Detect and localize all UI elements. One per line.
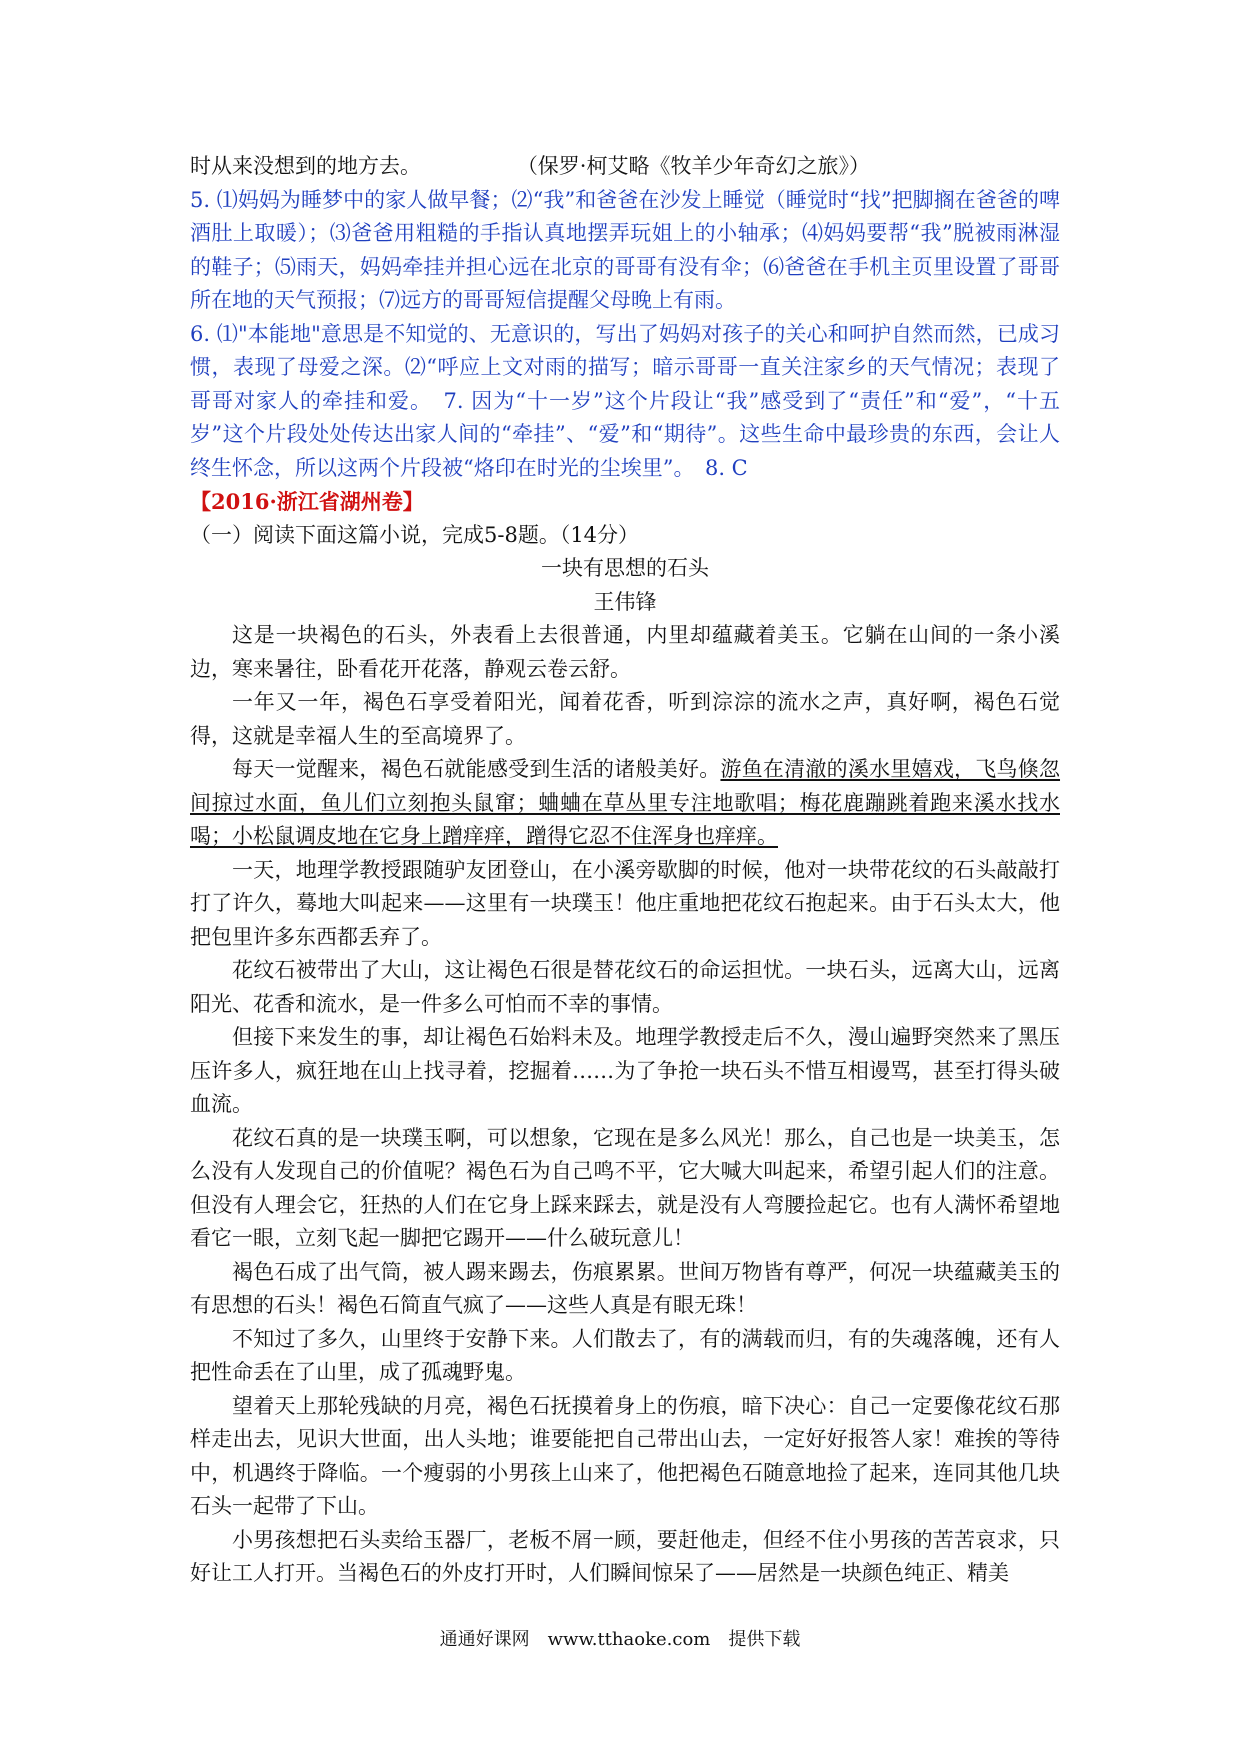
section-header: 【2016·浙江省湖州卷】: [190, 489, 424, 514]
story-paragraph-1: 这是一块褐色的石头，外表看上去很普通，内里却蕴藏着美玉。它躺在山间的一条小溪边，寒来暑往，卧看花开花落，静观云卷云舒。: [190, 623, 1060, 681]
story-paragraph-4: 一天，地理学教授跟随驴友团登山，在小溪旁歇脚的时候，他对一块带花纹的石头敲敲打打了许久，蓦地大叫起来——这里有一块璞玉！他庄重地把花纹石抱起来。由于石头太大，他把包里许多东西都丢弃了。: [190, 857, 1060, 949]
story-author: 王伟锋: [593, 589, 657, 614]
source-line-text: 时从来没想到的地方去。: [190, 154, 421, 178]
story-paragraph-8: 褐色石成了出气筒，被人踢来踢去，伤痕累累。世间万物皆有尊严，何况一块蕴藏美玉的有思想的石头！褐色石简直气疯了——这些人真是有眼无珠！: [190, 1259, 1060, 1317]
story-paragraph-11: 小男孩想把石头卖给玉器厂，老板不屑一顾，要赶他走，但经不住小男孩的苦苦哀求，只好让工人打开。当褐色石的外皮打开时，人们瞬间惊呆了——居然是一块颜色纯正、精美: [190, 1527, 1060, 1585]
quote-attribution: （保罗·柯艾略《牧羊少年奇幻之旅》）: [516, 154, 870, 178]
story-paragraph-3: [190, 753, 1060, 854]
page-footer: 通通好课网 www.tthaoke.com 提供下载: [439, 1629, 801, 1650]
story-paragraph-7: 花纹石真的是一块璞玉啊，可以想象，它现在是多么风光！那么，自己也是一块美玉，怎么没有人发现自己的价值呢？褐色石为自己鸣不平，它大喊大叫起来，希望引起人们的注意。但没有人理会它，狂热的人们在它身上踩来踩去，就是没有人弯腰捡起它。也有人满怀希望地看它一眼，立刻飞起一脚把它踢开——什么破玩意儿！: [190, 1125, 1060, 1250]
story-title: 一块有思想的石头: [541, 556, 709, 580]
paragraph-3-plain: 每天一觉醒来，褐色石就能感受到生活的诸般美好。: [232, 757, 721, 781]
story-paragraph-6: 但接下来发生的事，却让褐色石始料未及。地理学教授走后不久，漫山遍野突然来了黑压压许多人，疯狂地在山上找寻着，挖掘着……为了争抢一块石头不惜互相谩骂，甚至打得头破血流。: [190, 1025, 1060, 1116]
quote-source-line: [190, 150, 1060, 184]
document-body: [190, 150, 1060, 1591]
story-paragraph-2: 一年又一年，褐色石享受着阳光，闻着花香，听到淙淙的流水之声，真好啊，褐色石觉得，这就是幸福人生的至高境界了。: [190, 690, 1060, 748]
answer-q5: 5. ⑴妈妈为睡梦中的家人做早餐；⑵“我”和爸爸在沙发上睡觉（睡觉时“找”把脚搁在爸爸的啤酒肚上取暖）；⑶爸爸用粗糙的手指认真地摆弄玩姐上的小轴承；⑷妈妈要帮“我”脱被雨淋湿的鞋子；⑸雨天，妈妈牵挂并担心远在北京的哥哥有没有伞；⑹爸爸在手机主页里设置了哥哥所在地的天气预报；⑺远方的哥哥短信提醒父母晚上有雨。: [190, 187, 1060, 312]
story-paragraph-5: 花纹石被带出了大山，这让褐色石很是替花纹石的命运担忧。一块石头，远离大山，远离阳光、花香和流水，是一件多么可怕而不幸的事情。: [190, 958, 1060, 1016]
underlined-passage: 游鱼在清澈的溪水里嬉戏，飞鸟倏忽间掠过水面，鱼儿们立刻抱头鼠窜；蛐蛐在草丛里专注地歌唱；梅花鹿蹦跳着跑来溪水找水喝；小松鼠调皮地在它身上蹭痒痒，蹭得它忍不住浑身也痒痒。: [190, 757, 1061, 848]
story-paragraph-9: 不知过了多久，山里终于安静下来。人们散去了，有的满载而归，有的失魂落魄，还有人把性命丢在了山里，成了孤魂野鬼。: [190, 1326, 1060, 1384]
question-instruction: （一）阅读下面这篇小说，完成5-8题。（14分）: [190, 522, 640, 547]
answer-q6-8: 6. ⑴"本能地"意思是不知觉的、无意识的，写出了妈妈对孩子的关心和呵护自然而然，已成习惯，表现了母爱之深。⑵“呼应上文对雨的描写；暗示哥哥一直关注家乡的天气情况；表现了哥哥对家人的牵挂和爱。 7. 因为“十一岁”这个片段让“我”感受到了“责任”和“爱”，“十五岁”这个片段处处传达出家人间的“牵挂”、“爱”和“期待”。这些生命中最珍贵的东西，会让人终生怀念，所以这两个片段被“烙印在时光的尘埃里”。 8. C: [190, 321, 1060, 480]
story-paragraph-10: 望着天上那轮残缺的月亮，褐色石抚摸着身上的伤痕，暗下决心：自己一定要像花纹石那样走出去，见识大世面，出人头地；谁要能把自己带出山去，一定好好报答人家！难挨的等待中，机遇终于降临。一个瘦弱的小男孩上山来了，他把褐色石随意地捡了起来，连同其他几块石头一起带了下山。: [190, 1393, 1060, 1518]
